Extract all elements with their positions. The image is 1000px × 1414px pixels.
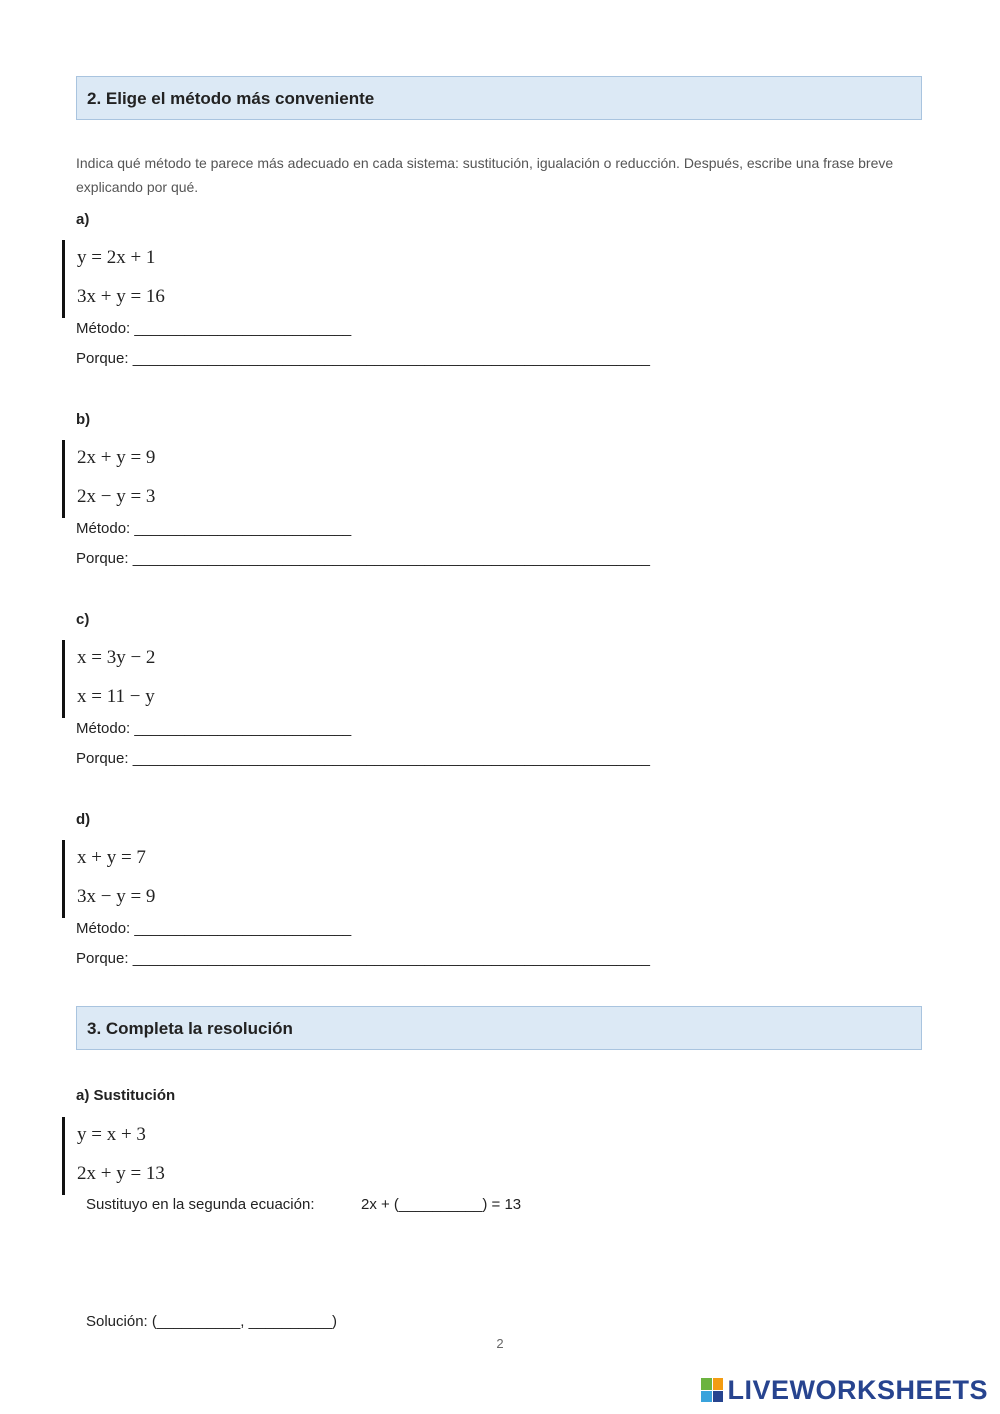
reason-answer-line-c[interactable]: Porque: ______________________________________________________________ (76, 750, 650, 767)
equation-b-1: 2x + y = 9 (77, 447, 156, 468)
liveworksheets-logo-icon (701, 1378, 723, 1402)
section-2-header (76, 76, 922, 120)
reason-answer-line-b[interactable]: Porque: ______________________________________________________________ (76, 550, 650, 567)
equation-a-1: y = 2x + 1 (77, 247, 156, 268)
section-3-title: 3. Completa la resolución (87, 1019, 293, 1038)
equation-d-1: x + y = 7 (77, 847, 146, 868)
method-answer-line-a[interactable]: Método: __________________________ (76, 320, 352, 337)
section-2-instructions: Indica qué método te parece más adecuado en cada sistema: sustitución, igualación o reducción. Después, escribe una frase breve explicando por qué. (76, 155, 894, 195)
method-answer-line-c[interactable]: Método: __________________________ (76, 720, 352, 737)
substitution-label: a) Sustitución (76, 1087, 176, 1104)
reason-answer-line-d[interactable]: Porque: ______________________________________________________________ (76, 950, 650, 967)
equation-s-2: 2x + y = 13 (77, 1163, 165, 1184)
solution-answer-line[interactable]: Solución: (__________, __________) (86, 1313, 338, 1330)
reason-answer-line-a[interactable]: Porque: ______________________________________________________________ (76, 350, 650, 367)
equation-system-c (62, 640, 462, 718)
method-answer-line-d[interactable]: Método: __________________________ (76, 920, 352, 937)
substitution-step-answer[interactable]: 2x + (__________) = 13 (361, 1196, 522, 1213)
equation-c-1: x = 3y − 2 (77, 647, 156, 668)
substitution-step-label: Sustituyo en la segunda ecuación: (86, 1196, 315, 1213)
brand-name: LIVEWORKSHEETS (727, 1374, 988, 1405)
item-c-label: c) (76, 611, 90, 628)
section-2-title: 2. Elige el método más conveniente (87, 89, 375, 108)
equation-system-a (62, 240, 462, 318)
equation-c-2: x = 11 − y (77, 686, 155, 707)
equation-system-d (62, 840, 462, 918)
equation-system-b (62, 440, 462, 518)
equation-d-2: 3x − y = 9 (77, 886, 156, 907)
section-3-header (76, 1006, 922, 1050)
equation-b-2: 2x − y = 3 (77, 486, 156, 507)
equation-a-2: 3x + y = 16 (77, 286, 165, 307)
item-a-label: a) (76, 211, 90, 228)
item-d-label: d) (76, 811, 91, 828)
page-number: 2 (496, 1336, 504, 1351)
liveworksheets-brand (701, 1372, 988, 1408)
equation-system-substitution (62, 1117, 462, 1195)
method-answer-line-b[interactable]: Método: __________________________ (76, 520, 352, 537)
equation-s-1: y = x + 3 (77, 1124, 146, 1145)
item-b-label: b) (76, 411, 91, 428)
